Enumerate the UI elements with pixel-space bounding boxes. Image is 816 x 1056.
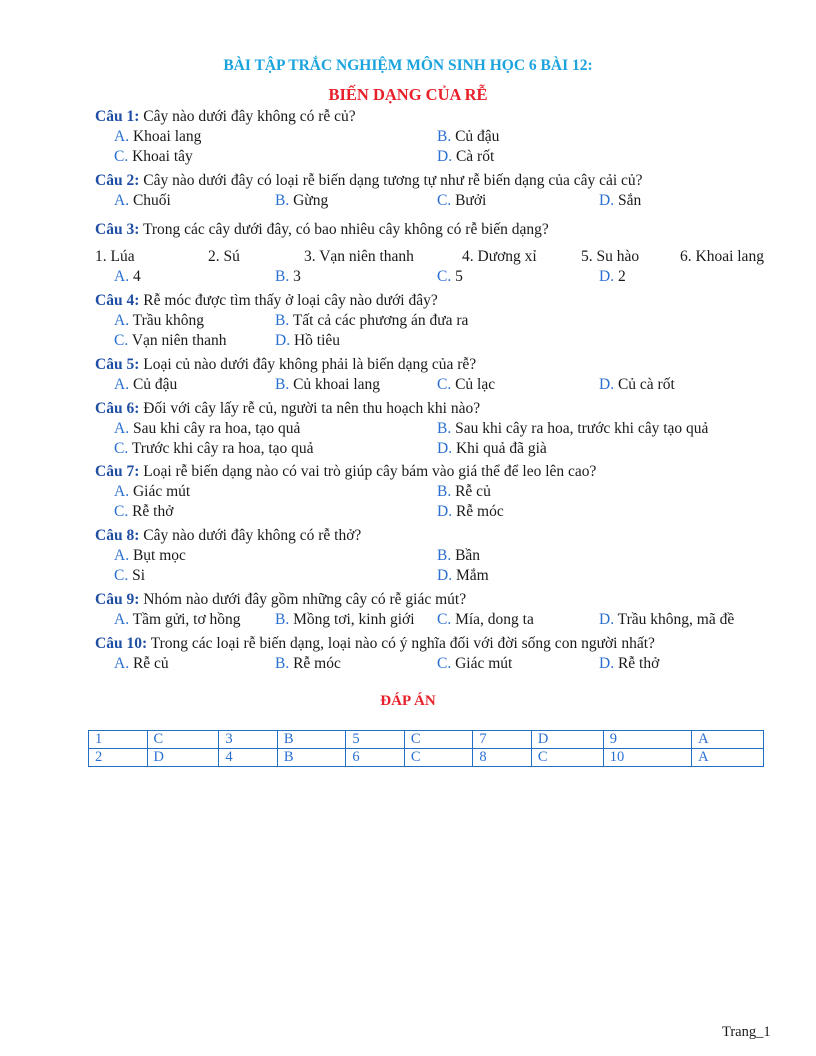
option-8c	[114, 566, 145, 586]
option-text: Bưởi	[451, 192, 487, 209]
option-letter: C.	[437, 268, 452, 285]
option-text: Gừng	[289, 192, 329, 209]
option-text: Chuối	[129, 192, 171, 209]
table-cell: 4	[219, 749, 278, 767]
option-letter: B.	[437, 128, 452, 145]
question-7	[95, 462, 596, 482]
option-text: Giác mút	[451, 655, 513, 672]
question-3	[95, 220, 549, 240]
question-10	[95, 634, 655, 654]
option-letter: D.	[437, 567, 453, 584]
document-title: BÀI TẬP TRẮC NGHIỆM MÔN SINH HỌC 6 BÀI 12:	[223, 57, 593, 74]
option-letter: A.	[114, 483, 130, 500]
option-letter: D.	[599, 376, 615, 393]
table-cell: B	[277, 749, 345, 767]
option-letter: C.	[114, 567, 129, 584]
table-cell: B	[277, 731, 345, 749]
option-letter: B.	[437, 483, 452, 500]
table-cell: 9	[603, 731, 691, 749]
option-letter: A.	[114, 547, 130, 564]
question-3-item-2: 2. Sú	[208, 248, 240, 265]
question-text: Đối với cây lấy rễ củ, người ta nên thu hoạch khi nào?	[139, 400, 481, 417]
question-3-item-1: 1. Lúa	[95, 248, 135, 265]
option-text: Sau khi cây ra hoa, tạo quả	[129, 420, 301, 437]
table-cell: 2	[89, 749, 148, 767]
option-text: Tất cả các phương án đưa ra	[289, 312, 469, 329]
option-text: Tầm gửi, tơ hồng	[129, 611, 241, 628]
option-4b	[275, 311, 468, 331]
option-7d	[437, 502, 504, 522]
option-5c	[437, 375, 495, 395]
option-9a	[114, 610, 241, 630]
question-label: Câu 10:	[95, 635, 148, 652]
option-letter: C.	[437, 611, 452, 628]
question-label: Câu 8:	[95, 527, 140, 544]
option-letter: D.	[599, 611, 615, 628]
table-cell: C	[404, 731, 472, 749]
option-text: Rễ thở	[128, 503, 174, 520]
option-text: Giác mút	[129, 483, 191, 500]
question-3-item-5: 5. Su hào	[581, 248, 640, 265]
option-letter: C.	[437, 376, 452, 393]
option-text: Rễ củ	[451, 483, 491, 500]
option-text: Rễ thở	[614, 655, 660, 672]
option-7c	[114, 502, 173, 522]
option-3d	[599, 267, 626, 287]
question-1	[95, 107, 356, 127]
question-text: Trong các loại rễ biến dạng, loại nào có ý nghĩa đối với đời sống con người nhất?	[147, 635, 655, 652]
option-4d	[275, 331, 340, 351]
option-letter: B.	[437, 547, 452, 564]
table-cell: 5	[346, 731, 405, 749]
option-text: Củ lạc	[451, 376, 496, 393]
option-letter: D.	[437, 148, 453, 165]
question-8	[95, 526, 361, 546]
option-letter: B.	[275, 611, 290, 628]
option-text: 5	[451, 268, 463, 285]
table-cell: 7	[473, 731, 532, 749]
question-9	[95, 590, 466, 610]
table-cell: A	[692, 731, 764, 749]
option-letter: D.	[437, 440, 453, 457]
option-text: Mía, dong ta	[451, 611, 534, 628]
option-letter: A.	[114, 128, 130, 145]
question-text: Trong các cây dưới đây, có bao nhiêu cây không có rễ biến dạng?	[139, 221, 549, 238]
document-subtitle: BIẾN DẠNG CỦA RỄ	[328, 85, 488, 104]
question-text: Nhóm nào dưới đây gồm những cây có rễ giác mút?	[139, 591, 467, 608]
table-cell: A	[692, 749, 764, 767]
table-cell: C	[147, 731, 219, 749]
option-8d	[437, 566, 489, 586]
question-4	[95, 291, 438, 311]
option-2d	[599, 191, 641, 211]
option-6a	[114, 419, 300, 439]
option-letter: D.	[599, 268, 615, 285]
question-label: Câu 2:	[95, 172, 140, 189]
option-letter: A.	[114, 655, 130, 672]
question-text: Cây nào dưới đây không có rễ thở?	[139, 527, 362, 544]
option-text: Củ đậu	[129, 376, 178, 393]
option-text: Hồ tiêu	[290, 332, 341, 349]
option-10c	[437, 654, 512, 674]
option-text: Mắm	[452, 567, 489, 584]
option-text: Rễ củ	[129, 655, 169, 672]
option-text: Bần	[451, 547, 481, 564]
question-text: Cây nào dưới đây có loại rễ biến dạng tương tự như rễ biến dạng của cây cải củ?	[139, 172, 643, 189]
option-letter: C.	[114, 148, 129, 165]
option-text: Củ khoai lang	[289, 376, 381, 393]
option-9d	[599, 610, 734, 630]
option-2c	[437, 191, 486, 211]
option-text: Cà rốt	[452, 148, 495, 165]
option-letter: B.	[275, 312, 290, 329]
option-1c	[114, 147, 193, 167]
option-10d	[599, 654, 659, 674]
option-6c	[114, 439, 314, 459]
option-text: Sắn	[614, 192, 642, 209]
option-text: Khi quả đã già	[452, 440, 547, 457]
option-text: Sau khi cây ra hoa, trước khi cây tạo quả	[451, 420, 709, 437]
option-letter: C.	[114, 332, 129, 349]
table-cell: 3	[219, 731, 278, 749]
question-label: Câu 5:	[95, 356, 140, 373]
option-text: Trầu không, mã đề	[614, 611, 735, 628]
option-text: Bụt mọc	[129, 547, 186, 564]
option-10a	[114, 654, 169, 674]
option-text: 3	[289, 268, 301, 285]
question-5	[95, 355, 476, 375]
question-label: Câu 6:	[95, 400, 140, 417]
option-text: 2	[614, 268, 626, 285]
answer-key-title: ĐÁP ÁN	[380, 693, 436, 709]
table-cell: 1	[89, 731, 148, 749]
option-text: Rễ móc	[289, 655, 341, 672]
table-cell: 6	[346, 749, 405, 767]
question-text: Cây nào dưới đây không có rễ củ?	[139, 108, 356, 125]
option-3b	[275, 267, 301, 287]
option-2b	[275, 191, 328, 211]
option-letter: A.	[114, 376, 130, 393]
option-letter: C.	[437, 655, 452, 672]
option-10b	[275, 654, 341, 674]
option-text: Khoai tây	[128, 148, 193, 165]
option-text: 4	[129, 268, 141, 285]
option-letter: D.	[599, 655, 615, 672]
option-letter: B.	[275, 192, 290, 209]
option-letter: C.	[114, 440, 129, 457]
question-label: Câu 9:	[95, 591, 140, 608]
table-row	[89, 731, 764, 749]
option-letter: A.	[114, 268, 130, 285]
option-letter: B.	[275, 376, 290, 393]
option-9b	[275, 610, 415, 630]
option-letter: D.	[275, 332, 291, 349]
option-letter: A.	[114, 420, 130, 437]
table-row	[89, 749, 764, 767]
option-letter: C.	[114, 503, 129, 520]
option-text: Khoai lang	[129, 128, 202, 145]
question-6	[95, 399, 480, 419]
option-4c	[114, 331, 227, 351]
option-letter: D.	[599, 192, 615, 209]
option-text: Trầu không	[129, 312, 205, 329]
option-letter: A.	[114, 312, 130, 329]
option-text: Củ đậu	[451, 128, 500, 145]
option-3c	[437, 267, 463, 287]
question-text: Loại củ nào dưới đây không phải là biến dạng của rễ?	[139, 356, 477, 373]
question-label: Câu 4:	[95, 292, 140, 309]
option-8a	[114, 546, 186, 566]
question-3-item-3: 3. Vạn niên thanh	[304, 248, 414, 265]
option-letter: C.	[437, 192, 452, 209]
option-6d	[437, 439, 547, 459]
table-cell: D	[531, 731, 603, 749]
question-2	[95, 171, 643, 191]
option-letter: A.	[114, 611, 130, 628]
option-5b	[275, 375, 380, 395]
option-2a	[114, 191, 171, 211]
table-cell: D	[147, 749, 219, 767]
option-text: Si	[128, 567, 146, 584]
table-cell: 8	[473, 749, 532, 767]
option-5a	[114, 375, 177, 395]
table-cell: C	[531, 749, 603, 767]
option-7b	[437, 482, 491, 502]
option-text: Mồng tơi, kinh giới	[289, 611, 415, 628]
option-3a	[114, 267, 141, 287]
option-1d	[437, 147, 494, 167]
option-1a	[114, 127, 201, 147]
question-label: Câu 3:	[95, 221, 140, 238]
option-letter: B.	[437, 420, 452, 437]
option-8b	[437, 546, 480, 566]
option-4a	[114, 311, 204, 331]
question-text: Rễ móc được tìm thấy ở loại cây nào dưới đây?	[139, 292, 438, 309]
question-3-item-4: 4. Dương xỉ	[462, 248, 537, 265]
option-letter: D.	[437, 503, 453, 520]
table-cell: 10	[603, 749, 691, 767]
answer-key-table	[88, 730, 764, 767]
option-1b	[437, 127, 499, 147]
question-label: Câu 1:	[95, 108, 140, 125]
option-text: Trước khi cây ra hoa, tạo quả	[128, 440, 314, 457]
question-text: Loại rễ biến dạng nào có vai trò giúp cây bám vào giá thể để leo lên cao?	[139, 463, 597, 480]
option-text: Rễ móc	[452, 503, 504, 520]
option-text: Vạn niên thanh	[128, 332, 227, 349]
page-number: Trang_1	[722, 1024, 771, 1040]
option-6b	[437, 419, 708, 439]
option-letter: B.	[275, 268, 290, 285]
table-cell: C	[404, 749, 472, 767]
option-7a	[114, 482, 190, 502]
option-letter: A.	[114, 192, 130, 209]
option-letter: B.	[275, 655, 290, 672]
question-label: Câu 7:	[95, 463, 140, 480]
option-9c	[437, 610, 534, 630]
option-text: Củ cà rốt	[614, 376, 675, 393]
question-3-item-6: 6. Khoai lang	[680, 248, 764, 265]
option-5d	[599, 375, 675, 395]
